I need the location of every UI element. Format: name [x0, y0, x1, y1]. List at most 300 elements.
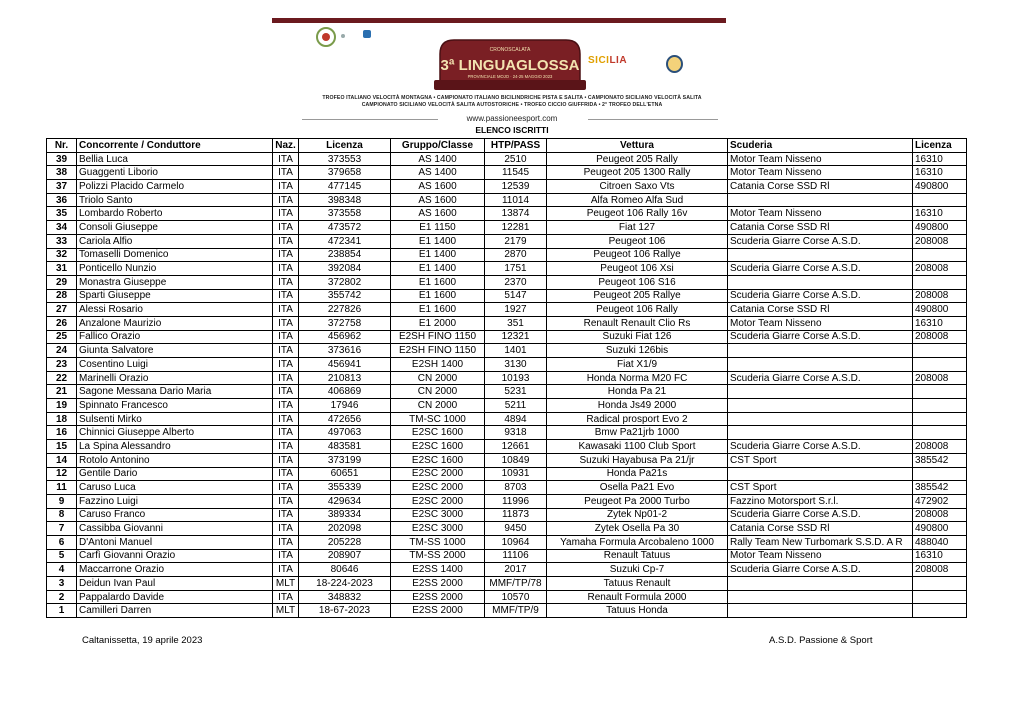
- cell-team: [728, 426, 913, 440]
- cell-car: Peugeot Pa 2000 Turbo: [547, 494, 728, 508]
- cell-team: Catania Corse SSD Rl: [728, 221, 913, 235]
- footer-organizer: A.S.D. Passione & Sport: [769, 635, 873, 646]
- cell-group-class: E2SC 2000: [391, 494, 485, 508]
- cell-car: Peugeot 106 Rally: [547, 303, 728, 317]
- cell-htp-pass: 2870: [485, 248, 547, 262]
- table-row: [47, 494, 967, 508]
- cell-nr: 37: [47, 180, 77, 194]
- table-row: [47, 399, 967, 413]
- cell-license: 355742: [299, 289, 391, 303]
- cell-license: 238854: [299, 248, 391, 262]
- cell-group-class: E1 1400: [391, 262, 485, 276]
- cell-car: Kawasaki 1100 Club Sport: [547, 440, 728, 454]
- cell-car: Alfa Romeo Alfa Sud: [547, 193, 728, 207]
- cell-competitor: Tomaselli Domenico: [77, 248, 273, 262]
- cell-htp-pass: 11996: [485, 494, 547, 508]
- table-row: [47, 549, 967, 563]
- cell-competitor: Polizzi Placido Carmelo: [77, 180, 273, 194]
- cell-team-license: 488040: [913, 535, 967, 549]
- cell-group-class: E1 2000: [391, 316, 485, 330]
- cell-car: Peugeot 205 1300 Rally: [547, 166, 728, 180]
- cell-car: Suzuki 126bis: [547, 344, 728, 358]
- cell-team-license: 472902: [913, 494, 967, 508]
- cell-htp-pass: 5147: [485, 289, 547, 303]
- cell-team-license: 208008: [913, 371, 967, 385]
- cell-htp-pass: 13874: [485, 207, 547, 221]
- cell-car: Suzuki Hayabusa Pa 21/jr: [547, 453, 728, 467]
- cell-nr: 3: [47, 577, 77, 591]
- table-row: [47, 166, 967, 180]
- table-row: [47, 316, 967, 330]
- cell-htp-pass: 12661: [485, 440, 547, 454]
- cell-nr: 21: [47, 385, 77, 399]
- cell-htp-pass: 351: [485, 316, 547, 330]
- cell-competitor: Cosentino Luigi: [77, 358, 273, 372]
- cell-team: Motor Team Nisseno: [728, 166, 913, 180]
- cell-car: Tatuus Honda: [547, 604, 728, 618]
- cell-nr: 19: [47, 399, 77, 413]
- cell-team-license: 16310: [913, 207, 967, 221]
- cell-team-license: [913, 193, 967, 207]
- cell-license: 372802: [299, 275, 391, 289]
- cell-car: Peugeot 106 Rallye: [547, 248, 728, 262]
- cell-nationality: ITA: [273, 262, 299, 276]
- cell-competitor: Fallico Orazio: [77, 330, 273, 344]
- col-header-group-class: Gruppo/Classe: [391, 139, 485, 153]
- cell-group-class: E2SS 2000: [391, 604, 485, 618]
- cell-team: [728, 344, 913, 358]
- cell-car: Renault Renault Clio Rs: [547, 316, 728, 330]
- cell-team: Scuderia Giarre Corse A.S.D.: [728, 508, 913, 522]
- cell-nationality: MLT: [273, 604, 299, 618]
- cell-competitor: Deidun Ivan Paul: [77, 577, 273, 591]
- cell-nationality: ITA: [273, 467, 299, 481]
- cell-nr: 34: [47, 221, 77, 235]
- cell-htp-pass: 1401: [485, 344, 547, 358]
- cell-nr: 29: [47, 275, 77, 289]
- cell-license: 227826: [299, 303, 391, 317]
- cell-htp-pass: 10964: [485, 535, 547, 549]
- cell-team-license: [913, 344, 967, 358]
- cell-license: 497063: [299, 426, 391, 440]
- cell-htp-pass: 9318: [485, 426, 547, 440]
- cell-group-class: E2SC 3000: [391, 508, 485, 522]
- cell-htp-pass: 8703: [485, 481, 547, 495]
- cell-nationality: ITA: [273, 221, 299, 235]
- cell-htp-pass: 11106: [485, 549, 547, 563]
- cell-nr: 14: [47, 453, 77, 467]
- cell-htp-pass: 10570: [485, 590, 547, 604]
- cell-group-class: E2SS 2000: [391, 577, 485, 591]
- cell-car: Peugeot 106 Xsi: [547, 262, 728, 276]
- cell-group-class: E2SS 1400: [391, 563, 485, 577]
- table-row: [47, 522, 967, 536]
- cell-group-class: E2SC 1600: [391, 440, 485, 454]
- cell-htp-pass: 2179: [485, 234, 547, 248]
- col-header-competitor: Concorrente / Conduttore: [77, 139, 273, 153]
- cell-group-class: TM-SS 1000: [391, 535, 485, 549]
- cell-team: [728, 412, 913, 426]
- cell-competitor: Monastra Giuseppe: [77, 275, 273, 289]
- cell-nationality: ITA: [273, 412, 299, 426]
- col-header-nr: Nr.: [47, 139, 77, 153]
- cell-nr: 38: [47, 166, 77, 180]
- cell-nr: 12: [47, 467, 77, 481]
- header-accent-bar: [272, 18, 726, 23]
- col-header-nationality: Naz.: [273, 139, 299, 153]
- cell-competitor: Lombardo Roberto: [77, 207, 273, 221]
- cell-htp-pass: 10849: [485, 453, 547, 467]
- municipal-seal-logo: [316, 27, 336, 47]
- table-row: [47, 604, 967, 618]
- cell-team: [728, 467, 913, 481]
- cell-license: 477145: [299, 180, 391, 194]
- cell-group-class: E2SH FINO 1150: [391, 330, 485, 344]
- cell-team-license: 490800: [913, 180, 967, 194]
- cell-team: [728, 385, 913, 399]
- cell-license: 392084: [299, 262, 391, 276]
- cell-team-license: [913, 467, 967, 481]
- cell-nr: 27: [47, 303, 77, 317]
- cell-group-class: E2SC 1600: [391, 453, 485, 467]
- cell-nr: 28: [47, 289, 77, 303]
- cell-car: Honda Pa 21: [547, 385, 728, 399]
- cell-nationality: ITA: [273, 152, 299, 166]
- cell-nr: 35: [47, 207, 77, 221]
- cell-competitor: Consoli Giuseppe: [77, 221, 273, 235]
- cell-nationality: ITA: [273, 549, 299, 563]
- cell-group-class: E2SH 1400: [391, 358, 485, 372]
- cell-htp-pass: 12321: [485, 330, 547, 344]
- cell-group-class: CN 2000: [391, 371, 485, 385]
- event-logo: [432, 34, 588, 92]
- cell-team: Motor Team Nisseno: [728, 316, 913, 330]
- cell-team: Scuderia Giarre Corse A.S.D.: [728, 330, 913, 344]
- cell-team: Scuderia Giarre Corse A.S.D.: [728, 563, 913, 577]
- cell-competitor: Chinnici Giuseppe Alberto: [77, 426, 273, 440]
- cell-car: Tatuus Renault: [547, 577, 728, 591]
- cell-car: Peugeot 106 S16: [547, 275, 728, 289]
- cell-license: 202098: [299, 522, 391, 536]
- cell-group-class: TM-SS 2000: [391, 549, 485, 563]
- cell-car: Honda Norma M20 FC: [547, 371, 728, 385]
- col-header-team: Scuderia: [728, 139, 913, 153]
- cell-nr: 7: [47, 522, 77, 536]
- cell-competitor: Triolo Santo: [77, 193, 273, 207]
- table-row: [47, 535, 967, 549]
- cell-nr: 31: [47, 262, 77, 276]
- cell-team-license: 385542: [913, 453, 967, 467]
- cell-nationality: ITA: [273, 385, 299, 399]
- cell-nationality: ITA: [273, 494, 299, 508]
- cell-license: 210813: [299, 371, 391, 385]
- cell-htp-pass: 4894: [485, 412, 547, 426]
- cell-nationality: ITA: [273, 193, 299, 207]
- cell-team-license: 490800: [913, 522, 967, 536]
- regional-emblem-icon: [363, 30, 371, 38]
- cell-team-license: 208008: [913, 508, 967, 522]
- cell-competitor: Ponticello Nunzio: [77, 262, 273, 276]
- cell-license: 373199: [299, 453, 391, 467]
- cell-nationality: ITA: [273, 399, 299, 413]
- cell-htp-pass: 10193: [485, 371, 547, 385]
- cell-nationality: ITA: [273, 330, 299, 344]
- cell-group-class: E1 1400: [391, 248, 485, 262]
- cell-nationality: ITA: [273, 358, 299, 372]
- cell-car: Radical prosport Evo 2: [547, 412, 728, 426]
- cell-team: Fazzino Motorsport S.r.l.: [728, 494, 913, 508]
- cell-competitor: Caruso Luca: [77, 481, 273, 495]
- cell-nationality: ITA: [273, 590, 299, 604]
- cell-car: Renault Tatuus: [547, 549, 728, 563]
- cell-license: 398348: [299, 193, 391, 207]
- cell-team-license: [913, 412, 967, 426]
- cell-car: Citroen Saxo Vts: [547, 180, 728, 194]
- cell-htp-pass: MMF/TP/78: [485, 577, 547, 591]
- cell-htp-pass: 12281: [485, 221, 547, 235]
- cell-group-class: AS 1600: [391, 207, 485, 221]
- cell-group-class: E2SC 1600: [391, 426, 485, 440]
- cell-team: [728, 604, 913, 618]
- col-header-car: Vettura: [547, 139, 728, 153]
- region-sicilia-logo: SICILIA: [588, 55, 628, 66]
- cell-nr: 18: [47, 412, 77, 426]
- cell-competitor: Cariola Alfio: [77, 234, 273, 248]
- cell-competitor: Fazzino Luigi: [77, 494, 273, 508]
- cell-license: 456941: [299, 358, 391, 372]
- footer-place-date: Caltanissetta, 19 aprile 2023: [82, 635, 203, 646]
- cell-nr: 16: [47, 426, 77, 440]
- cell-competitor: Spinnato Francesco: [77, 399, 273, 413]
- cell-team: Scuderia Giarre Corse A.S.D.: [728, 234, 913, 248]
- cell-team-license: 208008: [913, 563, 967, 577]
- cell-nr: 8: [47, 508, 77, 522]
- cell-license: 373616: [299, 344, 391, 358]
- table-row: [47, 344, 967, 358]
- col-header-htp-pass: HTP/PASS: [485, 139, 547, 153]
- cell-nr: 32: [47, 248, 77, 262]
- cell-nr: 22: [47, 371, 77, 385]
- cell-htp-pass: 5231: [485, 385, 547, 399]
- cell-htp-pass: 2510: [485, 152, 547, 166]
- cell-team: Catania Corse SSD Rl: [728, 522, 913, 536]
- cell-group-class: AS 1600: [391, 180, 485, 194]
- cell-license: 17946: [299, 399, 391, 413]
- cell-team: Catania Corse SSD Rl: [728, 303, 913, 317]
- cell-group-class: E1 1600: [391, 303, 485, 317]
- table-row: [47, 590, 967, 604]
- cell-nr: 9: [47, 494, 77, 508]
- cell-nr: 24: [47, 344, 77, 358]
- province-seal-logo: [666, 55, 683, 73]
- cell-car: Zytek Np01-2: [547, 508, 728, 522]
- cell-license: 472656: [299, 412, 391, 426]
- table-row: [47, 193, 967, 207]
- cell-competitor: Sulsenti Mirko: [77, 412, 273, 426]
- svg-text:3ª LINGUAGLOSSA: 3ª LINGUAGLOSSA: [440, 57, 580, 74]
- cell-team: Scuderia Giarre Corse A.S.D.: [728, 440, 913, 454]
- cell-group-class: E2SC 3000: [391, 522, 485, 536]
- table-row: [47, 207, 967, 221]
- website-rule-left: [302, 119, 438, 120]
- cell-nr: 26: [47, 316, 77, 330]
- website-rule-right: [588, 119, 718, 120]
- cell-competitor: La Spina Alessandro: [77, 440, 273, 454]
- table-row: [47, 234, 967, 248]
- cell-license: 355339: [299, 481, 391, 495]
- cell-nr: 25: [47, 330, 77, 344]
- cell-license: 18-224-2023: [299, 577, 391, 591]
- cell-license: 373553: [299, 152, 391, 166]
- cell-htp-pass: 3130: [485, 358, 547, 372]
- website-url: www.passioneesport.com: [466, 114, 558, 123]
- table-row: [47, 385, 967, 399]
- cell-competitor: Marinelli Orazio: [77, 371, 273, 385]
- cell-nationality: ITA: [273, 248, 299, 262]
- cell-team-license: [913, 399, 967, 413]
- cell-nationality: ITA: [273, 535, 299, 549]
- table-row: [47, 508, 967, 522]
- cell-car: Honda Pa21s: [547, 467, 728, 481]
- separator-dot: [341, 34, 345, 38]
- cell-car: Peugeot 205 Rally: [547, 152, 728, 166]
- cell-team-license: [913, 275, 967, 289]
- table-row: [47, 453, 967, 467]
- cell-car: Fiat 127: [547, 221, 728, 235]
- cell-car: Suzuki Fiat 126: [547, 330, 728, 344]
- cell-license: 18-67-2023: [299, 604, 391, 618]
- col-header-license: Licenza: [299, 139, 391, 153]
- cell-group-class: AS 1400: [391, 152, 485, 166]
- cell-nationality: ITA: [273, 344, 299, 358]
- cell-team-license: 208008: [913, 440, 967, 454]
- cell-team: [728, 358, 913, 372]
- cell-group-class: E1 1150: [391, 221, 485, 235]
- cell-nationality: ITA: [273, 426, 299, 440]
- cell-htp-pass: 11545: [485, 166, 547, 180]
- table-row: [47, 180, 967, 194]
- cell-team-license: 16310: [913, 166, 967, 180]
- table-row: [47, 152, 967, 166]
- cell-license: 483581: [299, 440, 391, 454]
- cell-team-license: [913, 577, 967, 591]
- cell-competitor: Giunta Salvatore: [77, 344, 273, 358]
- cell-team: Scuderia Giarre Corse A.S.D.: [728, 371, 913, 385]
- cell-car: Renault Formula 2000: [547, 590, 728, 604]
- cell-car: Peugeot 106 Rally 16v: [547, 207, 728, 221]
- cell-team-license: 490800: [913, 303, 967, 317]
- cell-group-class: E2SC 2000: [391, 467, 485, 481]
- cell-nationality: ITA: [273, 453, 299, 467]
- cell-team: Motor Team Nisseno: [728, 152, 913, 166]
- svg-text:PROVINCIALE MOJO · 24-25 MAGGI: PROVINCIALE MOJO · 24-25 MAGGIO 2023: [467, 74, 553, 79]
- table-row: [47, 481, 967, 495]
- cell-htp-pass: 1927: [485, 303, 547, 317]
- cell-license: 472341: [299, 234, 391, 248]
- cell-group-class: AS 1600: [391, 193, 485, 207]
- cell-competitor: Carfì Giovanni Orazio: [77, 549, 273, 563]
- cell-htp-pass: 11873: [485, 508, 547, 522]
- cell-htp-pass: 2017: [485, 563, 547, 577]
- table-row: [47, 330, 967, 344]
- cell-group-class: E1 1400: [391, 234, 485, 248]
- cell-htp-pass: 11014: [485, 193, 547, 207]
- cell-team-license: 208008: [913, 234, 967, 248]
- cell-license: 389334: [299, 508, 391, 522]
- table-row: [47, 358, 967, 372]
- cell-competitor: Bellia Luca: [77, 152, 273, 166]
- table-row: [47, 467, 967, 481]
- cell-competitor: Pappalardo Davide: [77, 590, 273, 604]
- cell-car: Bmw Pa21jrb 1000: [547, 426, 728, 440]
- cell-team: CST Sport: [728, 481, 913, 495]
- cell-nationality: ITA: [273, 481, 299, 495]
- cell-car: Peugeot 205 Rallye: [547, 289, 728, 303]
- cell-team-license: [913, 385, 967, 399]
- entry-list-table: [46, 138, 967, 618]
- cell-team-license: 16310: [913, 316, 967, 330]
- regional-department-logo: [363, 30, 419, 38]
- cell-license: 372758: [299, 316, 391, 330]
- col-header-team-license: Licenza: [913, 139, 967, 153]
- cell-team: [728, 248, 913, 262]
- cell-htp-pass: 2370: [485, 275, 547, 289]
- cell-license: 348832: [299, 590, 391, 604]
- cell-competitor: Anzalone Maurizio: [77, 316, 273, 330]
- cell-team: Motor Team Nisseno: [728, 549, 913, 563]
- cell-group-class: E2SC 2000: [391, 481, 485, 495]
- cell-team: Catania Corse SSD Rl: [728, 180, 913, 194]
- cell-group-class: E2SH FINO 1150: [391, 344, 485, 358]
- table-row: [47, 563, 967, 577]
- cell-team-license: 16310: [913, 152, 967, 166]
- document-title: ELENCO ISCRITTI: [475, 125, 549, 135]
- table-row: [47, 412, 967, 426]
- cell-team: Motor Team Nisseno: [728, 207, 913, 221]
- table-row: [47, 275, 967, 289]
- cell-competitor: Alessi Rosario: [77, 303, 273, 317]
- cell-license: 429634: [299, 494, 391, 508]
- cell-nationality: ITA: [273, 508, 299, 522]
- cell-competitor: Caruso Franco: [77, 508, 273, 522]
- cell-team-license: 208008: [913, 262, 967, 276]
- cell-nationality: MLT: [273, 577, 299, 591]
- cell-competitor: D'Antoni Manuel: [77, 535, 273, 549]
- cell-team-license: [913, 590, 967, 604]
- cell-htp-pass: MMF/TP/9: [485, 604, 547, 618]
- cell-nationality: ITA: [273, 234, 299, 248]
- cell-team-license: 208008: [913, 330, 967, 344]
- championship-list-line-2: CAMPIONATO SICILIANO VELOCITÀ SALITA AUTOSTORICHE • TROFEO CICCIO GIUFFRIDA • 2° TROFEO DELL'ETNA: [361, 102, 663, 108]
- cell-car: Yamaha Formula Arcobaleno 1000: [547, 535, 728, 549]
- cell-group-class: TM-SC 1000: [391, 412, 485, 426]
- cell-nr: 1: [47, 604, 77, 618]
- table-row: [47, 426, 967, 440]
- cell-htp-pass: 9450: [485, 522, 547, 536]
- cell-nationality: ITA: [273, 207, 299, 221]
- cell-htp-pass: 10931: [485, 467, 547, 481]
- cell-license: 60651: [299, 467, 391, 481]
- cell-nr: 4: [47, 563, 77, 577]
- table-row: [47, 371, 967, 385]
- cell-license: 208907: [299, 549, 391, 563]
- cell-team: Scuderia Giarre Corse A.S.D.: [728, 289, 913, 303]
- table-row: [47, 289, 967, 303]
- cell-nr: 11: [47, 481, 77, 495]
- cell-team: [728, 590, 913, 604]
- cell-competitor: Sparti Giuseppe: [77, 289, 273, 303]
- cell-competitor: Camilleri Darren: [77, 604, 273, 618]
